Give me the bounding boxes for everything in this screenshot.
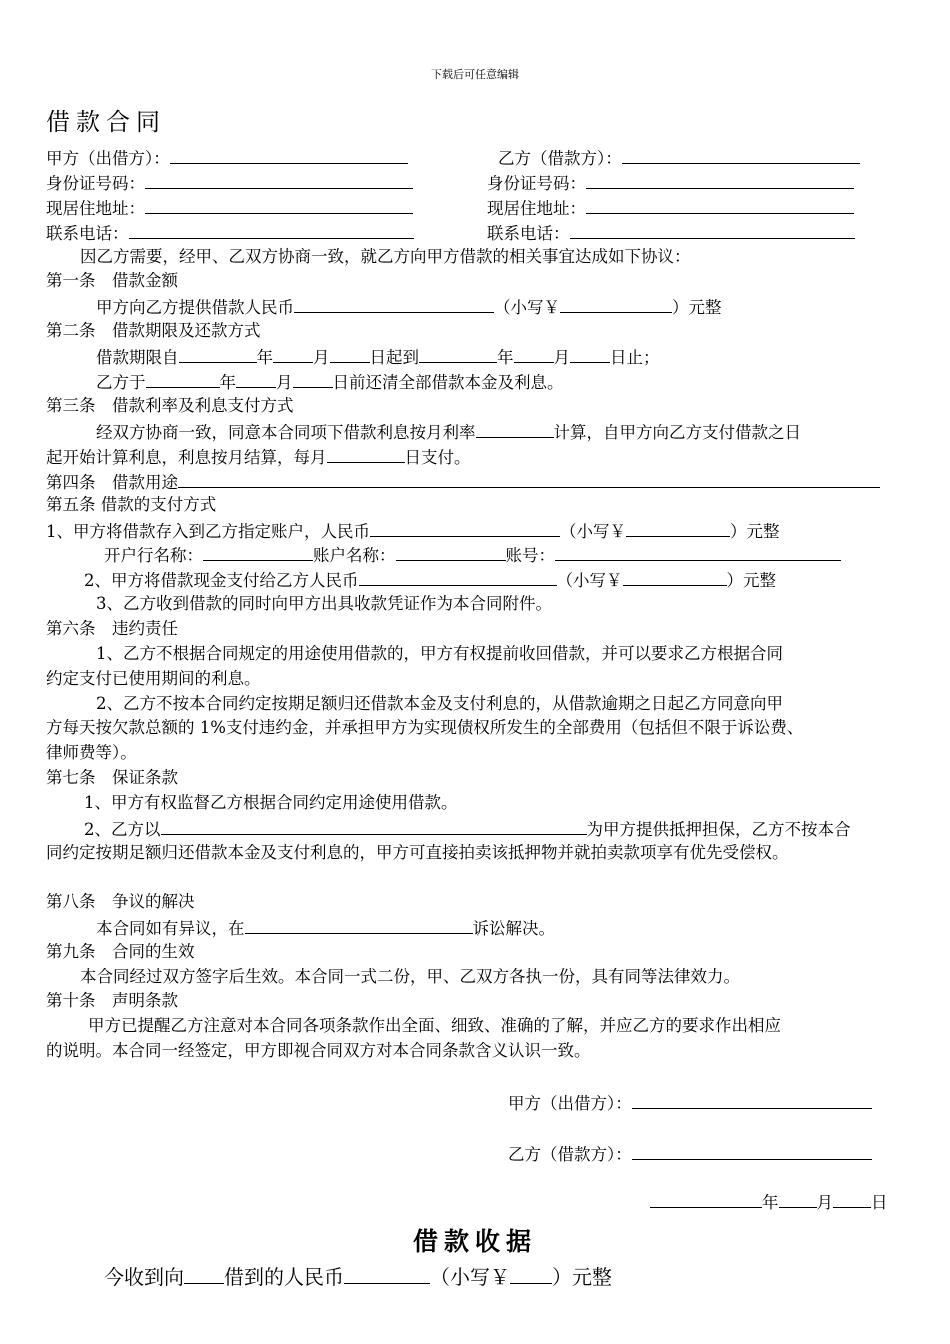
dispute-line: [96, 916, 555, 940]
article-1-line: [96, 295, 722, 319]
receipt-title: 借款收据: [412, 1227, 537, 1256]
interest-payment-text-2: 日支付。: [404, 448, 471, 467]
borrower-id-field[interactable]: [586, 171, 854, 189]
lender-name-field[interactable]: [170, 146, 408, 164]
receipt-unit: ）元整: [552, 1265, 612, 1289]
guarantee-clause-2-line-2: 同约定按期足额归还借款本金及支付利息的，甲方可直接拍卖该抵押物并就拍卖款项享有优先受偿权。: [46, 843, 789, 862]
cash-lowercase-label: （小写￥: [556, 571, 623, 590]
dispute-text-2: 诉讼解决。: [472, 919, 555, 938]
account-name-label: 账户名称：: [313, 546, 396, 565]
receipt-amount-field[interactable]: [344, 1262, 430, 1284]
month-label: 月: [276, 373, 293, 392]
article-6-heading: 第六条 违约责任: [46, 619, 178, 638]
year-label: 年: [256, 348, 273, 367]
transfer-text: 1、甲方将借款存入到乙方指定账户，人民币: [46, 522, 370, 541]
article-8-heading: 第八条 争议的解决: [46, 892, 195, 911]
transfer-lowercase-label: （小写￥: [560, 522, 626, 541]
effectiveness-text: 本合同经过双方签字后生效。本合同一式二份，甲、乙双方各执一份，具有同等法律效力。: [80, 967, 740, 986]
interest-payment-text: 起开始计算利息，利息按月结算，每月: [46, 448, 327, 467]
article-2-heading: 第二条 借款期限及还款方式: [46, 321, 261, 340]
breach-clause-2-line-3: 律师费等）。: [46, 743, 137, 762]
lender-address-field[interactable]: [145, 196, 413, 214]
year-label: 年: [497, 348, 514, 367]
sign-year-label: 年: [762, 1193, 779, 1212]
lender-phone-field[interactable]: [129, 221, 414, 239]
transfer-amount-field[interactable]: [370, 519, 560, 537]
borrower-id-label: 身份证号码：: [487, 174, 586, 193]
dispute-court-field[interactable]: [245, 916, 473, 934]
start-day-field[interactable]: [330, 345, 370, 363]
borrower-address-label: 现居住地址：: [487, 199, 586, 218]
borrower-phone-field[interactable]: [570, 221, 855, 239]
collateral-field[interactable]: [161, 817, 587, 835]
loan-amount-field[interactable]: [294, 295, 494, 313]
account-number-label: 账号：: [505, 546, 555, 565]
sign-day-label: 日: [871, 1193, 888, 1212]
receipt-digits-field[interactable]: [510, 1262, 552, 1284]
receipt-text: 今收到向: [104, 1265, 184, 1289]
borrower-name-field[interactable]: [622, 146, 860, 164]
borrower-phone-row: [487, 221, 855, 245]
dispute-text: 本合同如有异议，在: [96, 919, 245, 938]
signature-date-line: [650, 1190, 888, 1214]
sign-month-field[interactable]: [779, 1190, 817, 1208]
sign-month-label: 月: [816, 1193, 833, 1212]
guarantee-clause-1: 1、甲方有权监督乙方根据合同约定用途使用借款。: [84, 793, 458, 812]
month-label: 月: [313, 348, 330, 367]
breach-clause-2-line-2: 方每天按欠款总额的 1%支付违约金，并承担甲方为实现债权所发生的全部费用（包括但不限于诉讼费、: [46, 718, 804, 737]
lender-row: [46, 146, 408, 170]
account-name-field[interactable]: [396, 543, 506, 561]
repayment-text: 日前还清全部借款本金及利息。: [332, 373, 564, 392]
borrower-row: [498, 146, 860, 170]
borrower-signature-line: [508, 1142, 872, 1166]
cash-line: [84, 568, 776, 592]
borrower-signature-label: 乙方（借款方）：: [508, 1145, 632, 1164]
payment-day-field[interactable]: [327, 445, 405, 463]
cash-unit: ）元整: [726, 571, 776, 590]
lender-phone-row: [46, 221, 414, 245]
lender-signature-label: 甲方（出借方）：: [508, 1094, 632, 1113]
loan-period-line: [96, 345, 660, 369]
intro-text: 因乙方需要，经甲、乙双方协商一致，就乙方向甲方借款的相关事宜达成如下协议：: [80, 247, 691, 266]
receipt-line: [104, 1262, 612, 1290]
article-10-heading: 第十条 声明条款: [46, 991, 178, 1010]
start-month-field[interactable]: [273, 345, 313, 363]
repayment-line: [96, 370, 564, 394]
cash-digits-field[interactable]: [623, 568, 727, 586]
article-7-heading: 第七条 保证条款: [46, 768, 178, 787]
year-label: 年: [219, 373, 236, 392]
borrower-address-row: [487, 196, 854, 220]
repayment-label: 乙方于: [96, 373, 146, 392]
lender-id-row: [46, 171, 413, 195]
end-label: 日止；: [610, 348, 660, 367]
borrower-label: 乙方（借款方）：: [498, 149, 622, 168]
receipt-lender-field[interactable]: [184, 1262, 224, 1284]
sign-year-field[interactable]: [650, 1190, 762, 1208]
borrower-id-row: [487, 171, 854, 195]
cash-text: 2、甲方将借款现金支付给乙方人民币: [84, 571, 359, 590]
start-year-field[interactable]: [179, 345, 257, 363]
sign-day-field[interactable]: [833, 1190, 871, 1208]
lender-address-row: [46, 196, 413, 220]
cash-amount-field[interactable]: [359, 568, 557, 586]
receipt-lowercase-label: （小写￥: [430, 1265, 510, 1289]
end-year-field[interactable]: [419, 345, 497, 363]
guarantee-text: 2、乙方以: [84, 820, 161, 839]
bank-name-label: 开户行名称：: [104, 546, 203, 565]
breach-clause-1-line-2: 约定支付已使用期间的利息。: [46, 669, 261, 688]
breach-clause-1-line-1: 1、乙方不根据合同规定的用途使用借款的，甲方有权提前收回借款，并可以要求乙方根据合同: [96, 644, 783, 663]
receipt-text-2: 借到的人民币: [224, 1265, 344, 1289]
monthly-rate-field[interactable]: [476, 420, 554, 438]
interest-rate-line: [96, 420, 801, 444]
borrower-signature-field[interactable]: [632, 1142, 872, 1160]
lender-signature-field[interactable]: [632, 1091, 872, 1109]
article-5-heading: 第五条 借款的支付方式: [46, 495, 217, 514]
bank-account-line: [104, 543, 841, 567]
lender-id-field[interactable]: [145, 171, 413, 189]
interest-text-2: 计算，自甲方向乙方支付借款之日: [553, 423, 801, 442]
lender-phone-label: 联系电话：: [46, 224, 129, 243]
article-1-unit: ）元整: [672, 298, 722, 317]
article-3-heading: 第三条 借款利率及利息支付方式: [46, 396, 294, 415]
article-4-line: [46, 470, 880, 494]
borrower-phone-label: 联系电话：: [487, 224, 570, 243]
lender-signature-line: [508, 1091, 872, 1115]
interest-text: 经双方协商一致，同意本合同项下借款利息按月利率: [96, 423, 476, 442]
loan-amount-digits-field[interactable]: [560, 295, 672, 313]
contract-title: 借款合同: [46, 108, 166, 136]
end-month-field[interactable]: [514, 345, 554, 363]
loan-period-label: 借款期限自: [96, 348, 179, 367]
receipt-clause: 3、乙方收到借款的同时向甲方出具收款凭证作为本合同附件。: [96, 594, 552, 613]
declaration-line-1: 甲方已提醒乙方注意对本合同各项条款作出全面、细致、准确的了解，并应乙方的要求作出相应: [88, 1016, 781, 1035]
article-4-heading: 第四条 借款用途: [46, 473, 178, 492]
month-label: 月: [553, 348, 570, 367]
lender-id-label: 身份证号码：: [46, 174, 145, 193]
article-1-lowercase-label: （小写￥: [494, 298, 560, 317]
repay-day-field[interactable]: [293, 370, 333, 388]
transfer-unit: ）元整: [730, 522, 780, 541]
bank-name-field[interactable]: [203, 543, 313, 561]
loan-purpose-field[interactable]: [178, 470, 880, 488]
lender-label: 甲方（出借方）：: [46, 149, 170, 168]
start-to-label: 日起到: [369, 348, 419, 367]
end-day-field[interactable]: [570, 345, 610, 363]
page-header-note: 下载后可任意编辑: [431, 68, 519, 81]
guarantee-clause-2-line-1: [84, 817, 851, 841]
repay-year-field[interactable]: [146, 370, 220, 388]
guarantee-text-2: 为甲方提供抵押担保，乙方不按本合: [586, 820, 851, 839]
repay-month-field[interactable]: [236, 370, 276, 388]
lender-address-label: 现居住地址：: [46, 199, 145, 218]
account-number-field[interactable]: [555, 543, 841, 561]
article-1-text: 甲方向乙方提供借款人民币: [96, 298, 294, 317]
transfer-digits-field[interactable]: [626, 519, 730, 537]
declaration-line-2: 的说明。本合同一经签定，甲方即视合同双方对本合同条款含义认识一致。: [46, 1041, 591, 1060]
breach-clause-2-line-1: 2、乙方不按本合同约定按期足额归还借款本金及支付利息的，从借款逾期之日起乙方同意向甲: [96, 694, 783, 713]
borrower-address-field[interactable]: [586, 196, 854, 214]
article-1-heading: 第一条 借款金额: [46, 271, 178, 290]
transfer-line: [46, 519, 780, 543]
article-9-heading: 第九条 合同的生效: [46, 942, 195, 961]
interest-payment-line: [46, 445, 471, 469]
